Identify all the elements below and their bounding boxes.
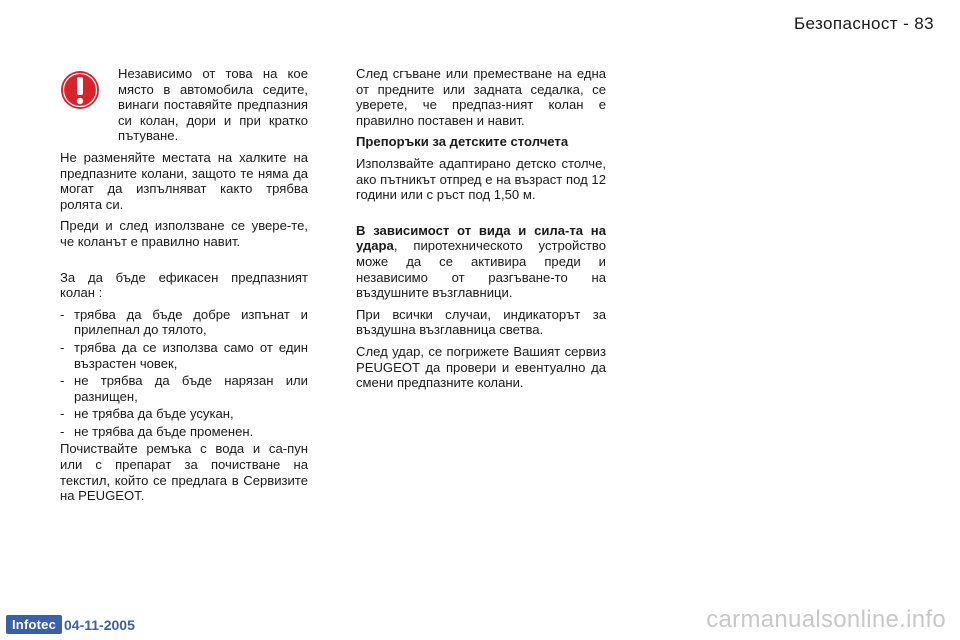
infotec-logo: Infotec (6, 615, 62, 634)
list-item: - трябва да бъде добре изпънат и прилепнал до тялото, (60, 307, 308, 338)
list-item: - трябва да се използва само от един възрастен човек, (60, 340, 308, 371)
warning-text: Независимо от това на кое място в автомобила седите, винаги поставяйте предпазния си колан, дори и при кратко пътуване. (118, 66, 308, 144)
bold-lead: В зависимост от вида и сила-та на удара (356, 222, 606, 254)
left-column (60, 66, 308, 510)
paragraph (356, 223, 606, 301)
paragraph: Използвайте адаптирано детско столче, ако пътникът отпред е на възраст под 12 години или с ръст под 1,50 м. (356, 155, 606, 203)
requirements-list (60, 307, 308, 440)
exclamation-warning-icon (60, 70, 100, 110)
warning-block (60, 66, 308, 144)
paragraph: Преди и след използване се увере-те, че коланът е правилно навит. (60, 218, 308, 249)
right-column (356, 66, 606, 397)
list-item: - не трябва да бъде променен. (60, 424, 308, 440)
paragraph: При всички случаи, индикаторът за въздушна възглавница светва. (356, 306, 606, 338)
paragraph: За да бъде ефикасен предпазният колан : (60, 269, 308, 301)
paragraph: Почиствайте ремъка с вода и са-пун или с препарат за почистване на текстил, който се предлага в Сервизите на PEUGEOT. (60, 441, 308, 504)
watermark: carmanualsonline.info (706, 606, 946, 633)
print-date: 04-11-2005 (64, 616, 135, 633)
list-item: - не трябва да бъде нарязан или разнищен, (60, 373, 308, 404)
list-item: - не трябва да бъде усукан, (60, 406, 308, 422)
paragraph: Не разменяйте местата на халките на предпазните колани, защото те няма да могат да изпълняват както трябва ролята си. (60, 149, 308, 212)
paragraph: След удар, се погрижете Вашият сервиз PEUGEOT да провери и евентуално да смени предпазните колани. (356, 343, 606, 391)
page-header: Безопасност - 83 (793, 14, 934, 33)
paragraph: След сгъване или преместване на една от предните или задната седалка, се уверете, че предпаз-ният колан е правилно поставен и навит. (356, 66, 606, 128)
section-heading: Препоръки за детските столчета (356, 134, 569, 150)
footer (6, 615, 135, 634)
paragraph-rest: , пиротехническото устройство може да се активира преди и независимо от разгъване-то на въздушните възглавници. (356, 238, 606, 301)
